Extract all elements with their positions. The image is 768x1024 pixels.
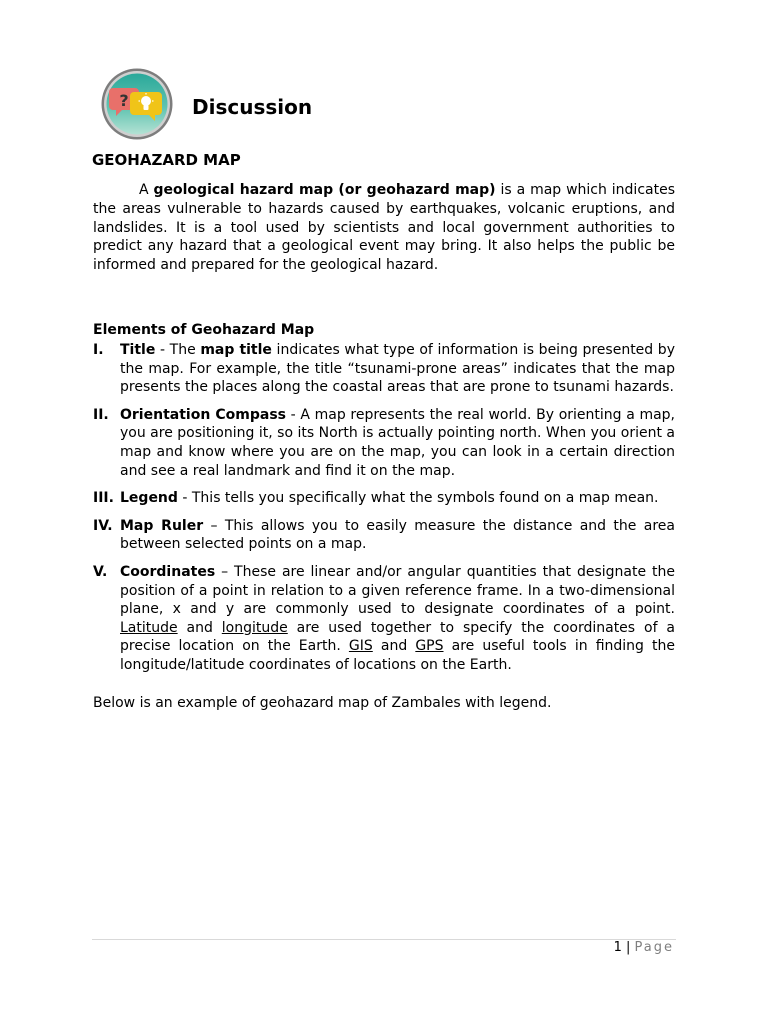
- section-title: Discussion: [192, 95, 313, 119]
- list-term: Orientation Compass: [120, 406, 286, 423]
- list-item: IV. Map Ruler – This allows you to easily measure the distance and the area between selected points on a map.: [93, 517, 675, 553]
- list-numeral: V.: [93, 563, 108, 580]
- list-term: Map Ruler: [120, 517, 204, 534]
- footer-divider: [92, 939, 676, 940]
- longitude-link[interactable]: longitude: [221, 619, 288, 636]
- list-numeral: III.: [93, 490, 114, 507]
- list-item: V. Coordinates – These are linear and/or angular quantities that designate the position of a point in relation to a given reference frame. In a two-dimensional plane, x and y are commonly used to designate coordinates of a point. Latitude and longitude are used together to specify the coordinates of a precise location on the Earth. GIS and GPS are useful tools in finding the longitude/latitude coordinates of locations on the Earth.: [93, 563, 675, 673]
- page-number: 1: [613, 940, 622, 955]
- list-numeral: I.: [93, 342, 104, 358]
- list-term: Coordinates: [120, 563, 216, 580]
- intro-term: geological hazard map (or geohazard map): [153, 182, 496, 198]
- elements-heading: Elements of Geohazard Map: [93, 322, 315, 338]
- gis-link[interactable]: GIS: [348, 638, 373, 655]
- list-numeral: IV.: [93, 517, 113, 534]
- elements-list: [93, 341, 675, 675]
- intro-paragraph: A geological hazard map (or geohazard map) is a map which indicates the areas vulnerable to hazards caused by earthquakes, volcanic eruptions, and landslides. It is a tool used by scientists and local government authorities to predict any hazard that a geological event may bring. It also helps the public be informed and prepared for the geological hazard.: [93, 182, 675, 274]
- list-item: III. Legend - This tells you specifically what the symbols found on a map mean.: [93, 490, 659, 507]
- closing-paragraph: Below is an example of geohazard map of Zambales with legend.: [93, 695, 552, 711]
- svg-text:?: ?: [119, 91, 129, 110]
- list-numeral: II.: [93, 406, 109, 423]
- page-label: Page: [634, 940, 674, 955]
- gps-link[interactable]: GPS: [415, 638, 444, 655]
- page-footer: 1 | Page: [613, 940, 674, 955]
- discussion-icon: [100, 67, 174, 141]
- topic-heading: GEOHAZARD MAP: [92, 151, 241, 169]
- list-item: I. Title - The map title indicates what type of information is being presented by the map. For example, the title “tsunami-prone areas” indicates that the map presents the places along the coastal areas that are prone to tsunami hazards.: [93, 342, 675, 396]
- latitude-link[interactable]: Latitude: [120, 619, 178, 636]
- list-term: Legend: [120, 490, 178, 507]
- list-term: Title: [120, 342, 156, 358]
- list-item: II. Orientation Compass - A map represents the real world. By orienting a map, you are positioning it, so its North is actually pointing north. When you orient a map and know where you are on the map, you can look in a certain direction and see a real landmark and find it on the map.: [93, 406, 675, 479]
